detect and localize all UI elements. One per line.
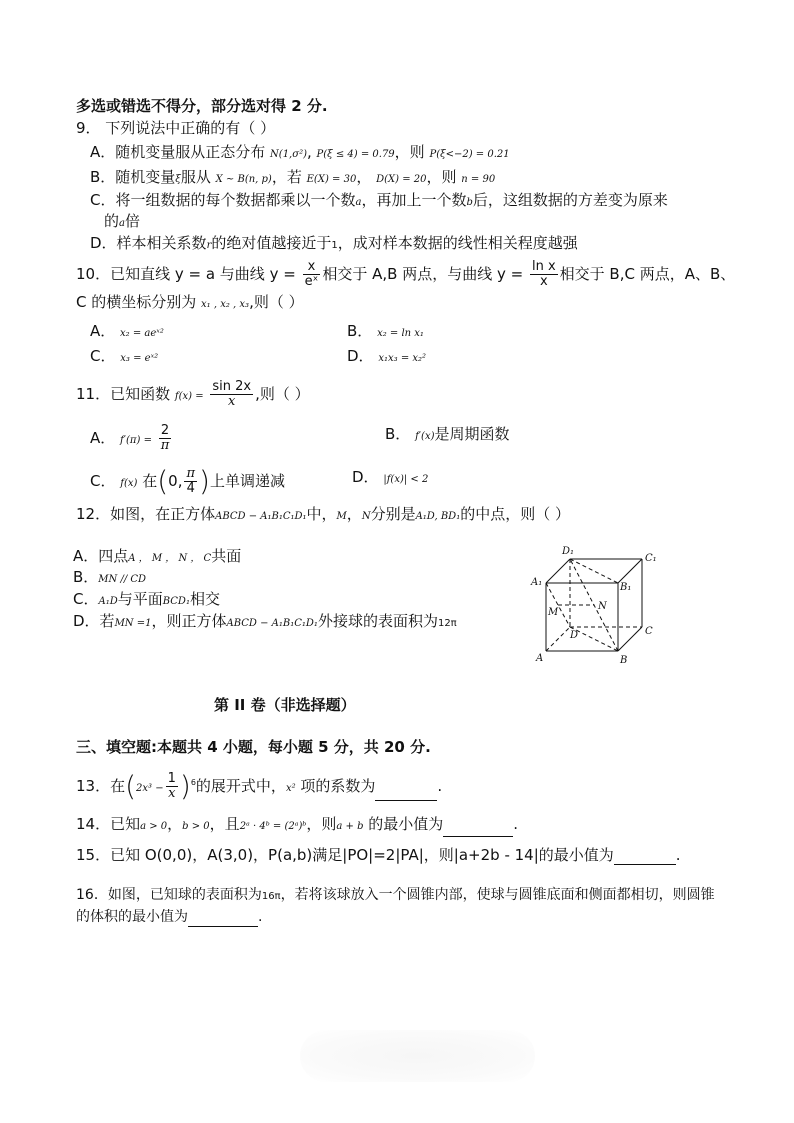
q13-answer-blank[interactable] [375, 784, 437, 801]
label-c: C [645, 626, 653, 637]
label-b: B [620, 655, 628, 666]
q11-frac: $\frac{\sin 2x}{x}$ [212, 379, 252, 409]
seg-d1b1-hidden [570, 559, 618, 583]
label-d: D [570, 630, 579, 641]
q10-frac-lnx-over-x: $\frac{\text{ln x}}{x}$ [531, 259, 556, 289]
q16-line1: 16．如图，已知球的表面积为16π，若将该球放入一个圆锥内部，使球与圆锥底面和侧面都相切，则圆锥 [76, 887, 715, 903]
q9-a-dist: N(1,σ²) [270, 149, 307, 160]
header-note: 多选或错选不得分，部分选对得 2 分. [76, 97, 328, 115]
edge-b1c1 [618, 559, 642, 583]
q13: 13．在(2x³ − $\frac{1}{x}$ )$^6$的展开式中，x² 项的系数为 . [76, 769, 443, 803]
part2-title: 第 II 卷（非选择题） [214, 696, 356, 714]
q9-option-a: A．随机变量服从正态分布 N(1,σ²), P(ξ ≤ 4) = 0.79，则 P(ξ<−2) = 0.21 [90, 143, 510, 161]
q10-frac-x-over-ex: $\frac{x}{\text{eˣ}}$ [304, 259, 319, 289]
scan-smudge [300, 1030, 535, 1082]
q12-option-c: C．A₁D与平面BCD₁相交 [73, 590, 220, 608]
edge-bc [618, 627, 642, 651]
q11-stem: 11．已知函数 f(x) = $\frac{\sin 2x}{x}$ ,则（ ） [76, 379, 310, 409]
q14-answer-blank[interactable] [443, 820, 513, 837]
label-n: N [598, 601, 607, 612]
q9-a-p1: P(ξ ≤ 4) = 0.79 [316, 149, 395, 160]
label-d1: D₁ [562, 546, 575, 557]
q12-stem: 12．如图，在正方体ABCD − A₁B₁C₁D₁中，M，N分别是A₁D, BD₁的中点，则（ ） [76, 505, 570, 523]
q11-option-d: D． |f(x)| < 2 [352, 468, 429, 486]
q9-option-b: B．随机变量ξ服从 X ~ B(n, p)，若 E(X) = 30， D(X) = 20，则 n = 90 [90, 168, 496, 186]
q10-line2: C 的横坐标分别为 x₁ , x₂ , x₃,则（ ） [76, 293, 304, 311]
q9-option-c-line2: 的a倍 [104, 212, 140, 230]
q10-option-d: D． x₁x₃ = x₂² [347, 347, 427, 365]
edge-ad-hidden [546, 627, 570, 651]
q11-option-a: A． f′(π) = $\frac{2}{\pi}$ [90, 423, 170, 453]
label-b1: B₁ [620, 582, 632, 593]
q16-line2: 的体积的最小值为 . [76, 909, 263, 925]
q15-answer-blank[interactable] [614, 848, 676, 865]
q9-stem: 9． 下列说法中正确的有（ ） [76, 119, 276, 137]
q12-option-b: B．MN // CD [73, 568, 147, 586]
label-a1: A₁ [531, 577, 543, 588]
label-c1: C₁ [645, 553, 657, 564]
q10-option-a: A． x₂ = aeˣ² [90, 322, 164, 340]
label-m: M [548, 607, 559, 618]
q9-option-d: D．样本相关系数r的绝对值越接近于1，成对样本数据的线性相关程度越强 [90, 234, 578, 252]
q10-line1: 10．已知直线 y = a 与曲线 y = $\frac{x}{\text{eˣ}}$ 相交于 A,B 两点，与曲线 y = $\frac{\text{ln x}}{x}$ 相交于 B,C 两点，A、B、 [76, 259, 736, 289]
q10-option-c: C． x₃ = eˣ² [90, 347, 159, 365]
q11-option-b: B． f′(x)是周期函数 [385, 425, 510, 443]
q10-option-b: B． x₂ = ln x₁ [347, 322, 424, 340]
q12-option-d: D．若MN =1，则正方体ABCD − A₁B₁C₁D₁外接球的表面积为12π [73, 612, 457, 630]
section3-heading: 三、填空题:本题共 4 小题，每小题 5 分，共 20 分. [76, 738, 431, 756]
q14: 14．已知a > 0，b > 0，且2ᵃ · 4ᵇ = (2ᵃ)ᵇ，则a + b 的最小值为 . [76, 814, 518, 837]
cube-figure [528, 543, 668, 668]
q9-option-c-line1: C．将一组数据的每个数据都乘以一个数a，再加上一个数b后，这组数据的方差变为原来 [90, 191, 668, 209]
label-a: A [536, 653, 544, 664]
q16-answer-blank[interactable] [188, 910, 258, 927]
q15: 15．已知 O(0,0)，A(3,0)，P(a,b)满足|PO|=2|PA|，则|a+2b - 14|的最小值为 . [76, 846, 681, 864]
q11-option-c: C． f(x) 在(0, $\frac{\pi}{4}$ )上单调递减 [90, 464, 285, 498]
edge-a1d1 [546, 559, 570, 583]
q9-a-p2: P(ξ<−2) = 0.21 [429, 149, 510, 160]
q12-option-a: A．四点A ， M ， N ， C共面 [73, 547, 242, 565]
